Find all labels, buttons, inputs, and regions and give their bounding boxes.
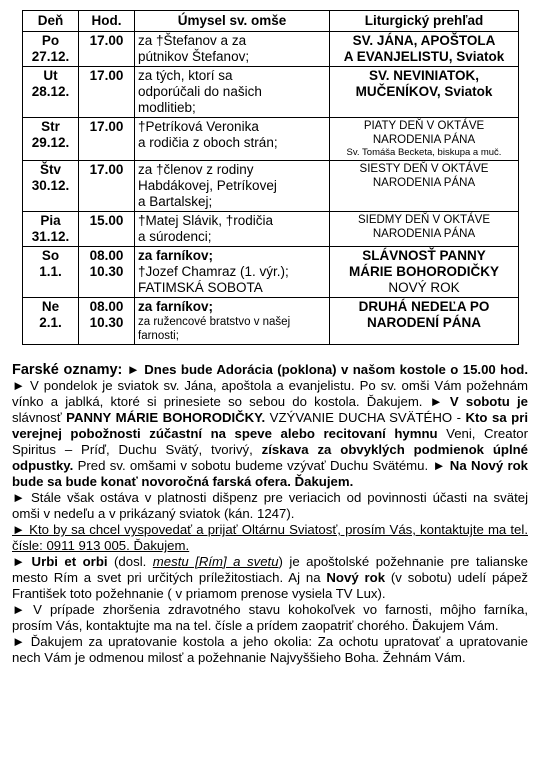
intention-line: a súrodenci; (138, 229, 212, 244)
day-cell (23, 247, 79, 298)
liturgy-line: NOVÝ ROK (388, 280, 460, 295)
mass-time: 08.00 (89, 299, 124, 314)
liturgy-line: MÁRIE BOHORODIČKY (348, 264, 499, 279)
mass-time: 17.00 (89, 68, 124, 83)
liturgy-line: MUČENÍKOV, Sviatok (355, 84, 493, 99)
intention-line: za tých, ktorí sa (138, 68, 233, 83)
table-row (23, 32, 519, 67)
intention-line: farnosti; (138, 330, 179, 342)
liturgy-line: DRUHÁ NEDEĽA PO (358, 299, 490, 314)
day-date: 1.1. (39, 264, 62, 279)
hour-cell (79, 118, 135, 161)
header-hour: Hod. (79, 11, 135, 32)
liturgy-cell (330, 118, 519, 161)
mass-time: 15.00 (89, 213, 124, 228)
blessing-text: (v sobotu) udelí pápež František toto požehnanie ( v priamom prenose vysiela TV Lux). (12, 570, 528, 601)
intention-line: za farníkov; (138, 299, 214, 314)
intention-cell (135, 32, 330, 67)
header-day: Deň (23, 11, 79, 32)
hour-cell (79, 32, 135, 67)
hour-cell (79, 67, 135, 118)
day-cell (23, 161, 79, 212)
intention-line: za †Štefanov a za (138, 33, 247, 48)
solemnity-title: PANNY MÁRIE BOHORODIČKY. (66, 410, 266, 425)
liturgy-line: NARODENÍ PÁNA (366, 315, 481, 330)
arrow-glyph: ► (12, 554, 32, 569)
day-name: Ut (43, 68, 58, 83)
announcement-paragraph: ► Stále však ostáva v platnosti dišpenz pre veriacich od povinnosti účasti na svätej omši v nedeľu a v prikázaný sviatok (kán. 1247). (12, 490, 528, 521)
table-row (23, 212, 519, 247)
intention-line: za farníkov; (138, 248, 214, 263)
blessing-text: ) je apoštolské požehnanie pre talianske mesto Rím a svet pri určitých príležitostiach. Aj na (12, 554, 528, 585)
day-name: Str (41, 119, 60, 134)
confession-notice: ► Kto by sa chcel vyspovedať a prijať Oltárnu Sviatosť, prosím Vás, kontaktujte ma tel. čísle: 0911 913 005. Ďakujem. (12, 522, 528, 553)
hymn-name: Veni, Creator Spiritus – Príď, Duchu Svätý, tvorivý, (12, 426, 528, 457)
day-name: Po (41, 33, 60, 48)
intention-cell (135, 161, 330, 212)
liturgy-line: A EVANJELISTU, Sviatok (343, 49, 505, 64)
table-row (23, 118, 519, 161)
invocation-heading: VZÝVANIE DUCHA SVÄTÉHO - (265, 410, 466, 425)
liturgy-memorial: Sv. Tomáša Becketa, biskupa a muč. (346, 147, 502, 158)
day-name: Štv (39, 162, 61, 177)
solemnity-text: slávnosť (12, 410, 67, 425)
liturgy-line: PIATY DEŇ V OKTÁVE (363, 120, 485, 132)
offering-notice: ► Na Nový rok bude sa bude konať novoročná farská ofera. Ďakujem. (12, 458, 529, 489)
intention-line: †Jozef Chamraz (1. výr.); (138, 264, 289, 279)
liturgy-cell (330, 247, 519, 298)
liturgy-line: SLÁVNOSŤ PANNY (362, 248, 486, 263)
hour-cell (79, 161, 135, 212)
hour-cell (79, 212, 135, 247)
mass-time: 10.30 (89, 315, 124, 330)
liturgy-cell (330, 67, 519, 118)
intention-line: a Bartalskej; (138, 194, 213, 209)
liturgy-line: NARODENIA PÁNA (372, 134, 476, 146)
mass-time: 10.30 (89, 264, 124, 279)
liturgy-line: SV. JÁNA, APOŠTOLA (352, 33, 496, 48)
invocation-note: Pred sv. omšami v sobotu budeme vzývať Duchu Svätému. (73, 458, 433, 473)
day-cell (23, 212, 79, 247)
day-name: Pia (40, 213, 61, 228)
intention-line: pútnikov Štefanov; (138, 49, 250, 64)
table-row (23, 298, 519, 345)
new-year-text: Nový rok (326, 570, 386, 585)
liturgy-cell (330, 212, 519, 247)
feast-notice: ► V pondelok je sviatok sv. Jána, apoštola a evanjelistu. Po sv. omši Vám požehnám vínko a jablká, ktoré si prinesiete so sebou do kostola. Ďakujem. (12, 378, 528, 409)
saturday-notice: ► V sobotu je (429, 394, 528, 409)
intention-line: za †členov z rodiny (138, 162, 254, 177)
table-row (23, 67, 519, 118)
header-liturgy: Liturgický prehľad (330, 11, 519, 32)
announcement-paragraph: ► Ďakujem za upratovanie kostola a jeho okolia: Za ochotu upratovať a upratovanie nech Vám je odmenou milosť a požehnanie Najvyššieho Boha. Žehnám Vám. (12, 634, 528, 665)
announcement-paragraph: ► V prípade zhoršenia zdravotného stavu kohokoľvek vo farnosti, môjho farníka, prosím Vás, kontaktujte ma na tel. čísle a prídem zaopatriť chorého. Ďakujem Vám. (12, 602, 528, 633)
table-header-row (23, 11, 519, 32)
intention-line: Habdákovej, Petríkovej (138, 178, 277, 193)
intention-cell (135, 247, 330, 298)
hour-cell (79, 298, 135, 345)
intention-line: odporúčali do našich (138, 84, 262, 99)
mass-schedule-table (22, 10, 519, 345)
day-date: 28.12. (31, 84, 70, 99)
day-date: 30.12. (31, 178, 70, 193)
indulgence-condition: Kto sa pri verejnej pobožnosti zúčastní na speve alebo recitovaní hymnu (12, 410, 529, 441)
day-cell (23, 298, 79, 345)
mass-time: 17.00 (89, 119, 124, 134)
header-intention: Úmysel sv. omše (135, 11, 330, 32)
liturgy-cell (330, 32, 519, 67)
liturgy-cell (330, 161, 519, 212)
adoration-notice: ► Dnes bude Adorácia (poklona) v našom kostole o 15.00 hod. (122, 362, 528, 377)
day-date: 2.1. (39, 315, 62, 330)
liturgy-line: SIEDMY DEŇ V OKTÁVE (357, 214, 491, 226)
intention-line: †Matej Slávik, †rodičia (138, 213, 274, 228)
blessing-text: (dosl. (107, 554, 153, 569)
table-row (23, 161, 519, 212)
day-date: 27.12. (31, 49, 70, 64)
intention-cell (135, 212, 330, 247)
intention-line: za ružencové bratstvo v našej (138, 316, 291, 328)
intention-line: FATIMSKÁ SOBOTA (138, 280, 263, 295)
announcement-paragraph (12, 554, 528, 602)
day-cell (23, 118, 79, 161)
translation-text: mestu [Rím] a svetu (152, 554, 279, 569)
liturgy-cell (330, 298, 519, 345)
day-cell (23, 32, 79, 67)
announcements-heading: Farské oznamy: (12, 362, 123, 378)
day-name: So (41, 248, 60, 263)
day-cell (23, 67, 79, 118)
day-date: 29.12. (31, 135, 70, 150)
intention-cell (135, 298, 330, 345)
mass-time: 17.00 (89, 33, 124, 48)
day-name: Ne (41, 299, 60, 314)
mass-time: 08.00 (89, 248, 124, 263)
liturgy-line: NARODENIA PÁNA (372, 228, 476, 240)
parish-announcements (12, 362, 528, 666)
intention-cell (135, 118, 330, 161)
indulgence-text: získava za obvyklých podmienok úplné odpustky. (12, 442, 528, 473)
table-row (23, 247, 519, 298)
urbi-et-orbi: Urbi et orbi (31, 554, 108, 569)
intention-line: †Petríková Veronika (138, 119, 259, 134)
mass-time: 17.00 (89, 162, 124, 177)
liturgy-line: SV. NEVINIATOK, (368, 68, 480, 83)
liturgy-line: NARODENIA PÁNA (372, 177, 476, 189)
intention-line: modlitieb; (138, 100, 196, 115)
liturgy-line: SIESTY DEŇ V OKTÁVE (359, 163, 489, 175)
intention-line: a rodičia z oboch strán; (138, 135, 278, 150)
announcement-paragraph (12, 362, 528, 490)
hour-cell (79, 247, 135, 298)
day-date: 31.12. (31, 229, 70, 244)
intention-cell (135, 67, 330, 118)
